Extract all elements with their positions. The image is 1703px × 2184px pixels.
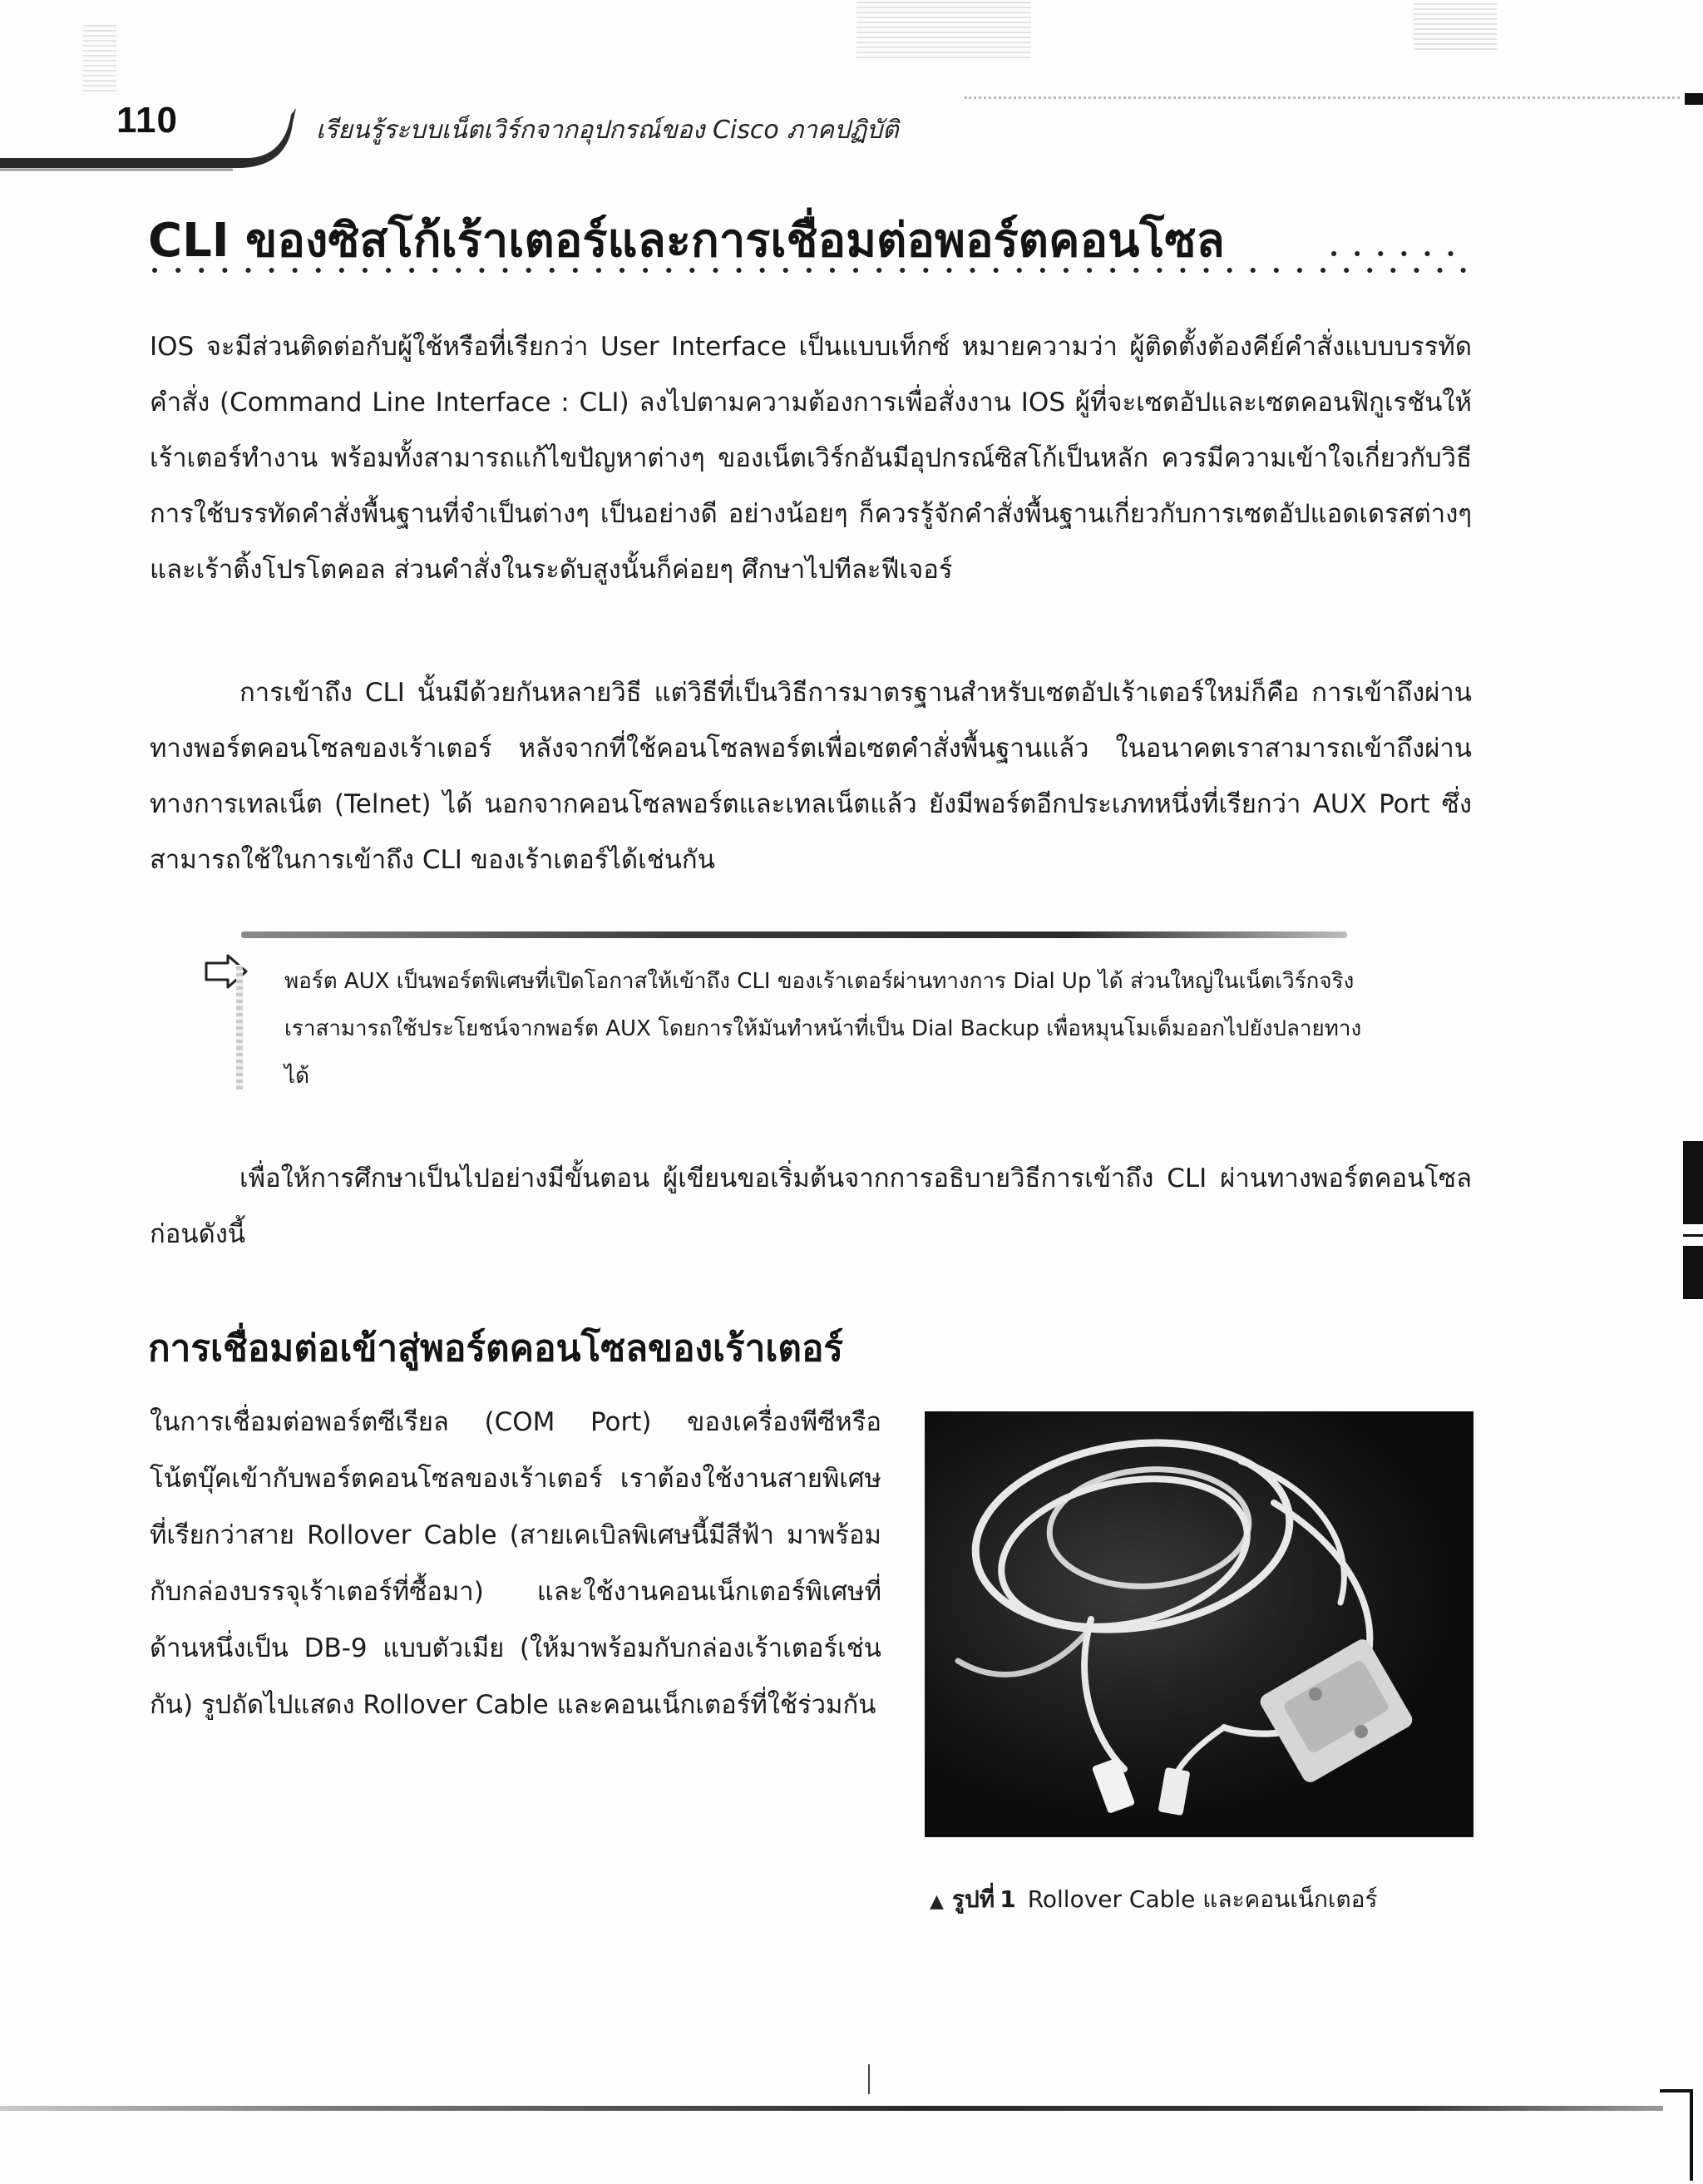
figure-caption (930, 1881, 1378, 1918)
note-top-bar (241, 931, 1347, 938)
rollover-cable-photo (925, 1411, 1473, 1837)
corner-crop-mark (1660, 2089, 1693, 2181)
subsection-paragraph: ในการเชื่อมต่อพอร์ตซีเรียล (COM Port) ของเครื่องพีซีหรือโน้ตบุ๊คเข้ากับพอร์ตคอนโซลของเร้าเตอร์ เราต้องใช้งานสายพิเศษที่เรียกว่าสาย Rollover Cable (สายเคเบิลพิเศษนี้มีสีฟ้า มาพร้อมกับกล่องบรรจุเร้าเตอร์ที่ซื้อมา) และใช้งานคอนเน็กเตอร์พิเศษที่ด้านหนึ่งเป็น DB-9 แบบตัวเมีย (ให้มาพร้อมกับกล่องเร้าเตอร์เช่นกัน) รูปถัดไปแสดง Rollover Cable และคอนเน็กเตอร์ที่ใช้ร่วมกัน (150, 1407, 881, 1720)
rollover-cable-illustration (925, 1411, 1473, 1837)
body-paragraph: การเข้าถึง CLI นั้นมีด้วยกันหลายวิธี แต่วิธีที่เป็นวิธีการมาตรฐานสำหรับเซตอัปเร้าเตอร์ใหม่ก็คือ การเข้าถึงผ่านทางพอร์ตคอนโซลของเร้าเตอร์ หลังจากที่ใช้คอนโซลพอร์ตเพื่อเซตคำสั่งพื้นฐานแล้ว ในอนาคตเราสามารถเข้าถึงผ่านทางการเทลเน็ต (Telnet) ได้ นอกจากคอนโซลพอร์ตและเทลเน็ตแล้ว ยังมีพอร์ตอีกประเภทหนึ่งที่เรียกว่า AUX Port ซึ่งสามารถใช้ในการเข้าถึง CLI ของเร้าเตอร์ได้เช่นกัน (150, 678, 1472, 875)
section-title: CLI ของซิสโก้เร้าเตอร์และการเชื่อมต่อพอร์ตคอนโซล (148, 214, 1225, 268)
thumb-tab-mark (1683, 1246, 1703, 1299)
thumb-tab-mark (1683, 1141, 1703, 1224)
footer-rule (0, 2106, 1663, 2111)
note-left-bar (236, 965, 243, 1090)
figure-label: รูปที่ (951, 1885, 995, 1913)
running-header: เรียนรู้ระบบเน็ตเวิร์กจากอุปกรณ์ของ Cisco ภาคปฏิบัติ (316, 116, 899, 145)
triangle-up-icon: ▲ (930, 1891, 944, 1912)
note-box (236, 931, 1434, 1114)
scan-artifact (856, 0, 1031, 58)
heading-dotted-underline (150, 266, 1476, 274)
center-tick-mark (868, 2064, 870, 2094)
figure-caption-text: Rollover Cable และคอนเน็กเตอร์ (1027, 1885, 1378, 1913)
scan-artifact (83, 25, 116, 91)
header-rule (965, 96, 1680, 99)
corner-mark (1685, 93, 1703, 105)
body-paragraph: IOS จะมีส่วนติดต่อกับผู้ใช้หรือที่เรียกว่า User Interface เป็นแบบเท็กซ์ หมายความว่า ผู้ติดตั้งต้องคีย์คำสั่งแบบบรรทัดคำสั่ง (Command Line Interface : CLI) ลงไปตามความต้องการเพื่อสั่งงาน IOS ผู้ที่จะเซตอัปและเซตคอนฟิกูเรชันให้เร้าเตอร์ทำงาน พร้อมทั้งสามารถแก้ไขปัญหาต่างๆ ของเน็ตเวิร์กอันมีอุปกรณ์ซิสโก้เป็นหลัก ควรมีความเข้าใจเกี่ยวกับวิธีการใช้บรรทัดคำสั่งพื้นฐานที่จำเป็นต่างๆ เป็นอย่างดี อย่างน้อยๆ ก็ควรรู้จักคำสั่งพื้นฐานเกี่ยวกับการเซตอัปแอดเดรสต่างๆ และเร้าติ้งโปรโตคอล ส่วนคำสั่งในระดับสูงนั้นก็ค่อยๆ ศึกษาไปทีละฟีเจอร์ (150, 332, 1472, 585)
body-paragraph: เพื่อให้การศึกษาเป็นไปอย่างมีขั้นตอน ผู้เขียนขอเริ่มต้นจากการอธิบายวิธีการเข้าถึง CLI ผ่านทางพอร์ตคอนโซลก่อนดังนี้ (150, 1164, 1472, 1249)
note-text: พอร์ต AUX เป็นพอร์ตพิเศษที่เปิดโอกาสให้เข้าถึง CLI ของเร้าเตอร์ผ่านทางการ Dial Up ได้ ส่วนใหญ่ในเน็ตเวิร์กจริงเราสามารถใช้ประโยชน์จากพอร์ต AUX โดยการให้มันทำหน้าที่เป็น Dial Backup เพื่อหมุนโมเด็มออกไปยังปลายทางได้ (284, 969, 1362, 1089)
thumb-tab-divider (1683, 1234, 1703, 1237)
scan-artifact (1414, 0, 1497, 50)
subsection-title: การเชื่อมต่อเข้าสู่พอร์ตคอนโซลของเร้าเตอร์ (148, 1327, 844, 1370)
heading-dot-leader (1330, 250, 1472, 258)
db9-connector (1257, 1637, 1415, 1786)
rj45-connector (1092, 1757, 1191, 1816)
page-number: 110 (116, 100, 178, 141)
figure-number: 1 (1000, 1885, 1016, 1913)
